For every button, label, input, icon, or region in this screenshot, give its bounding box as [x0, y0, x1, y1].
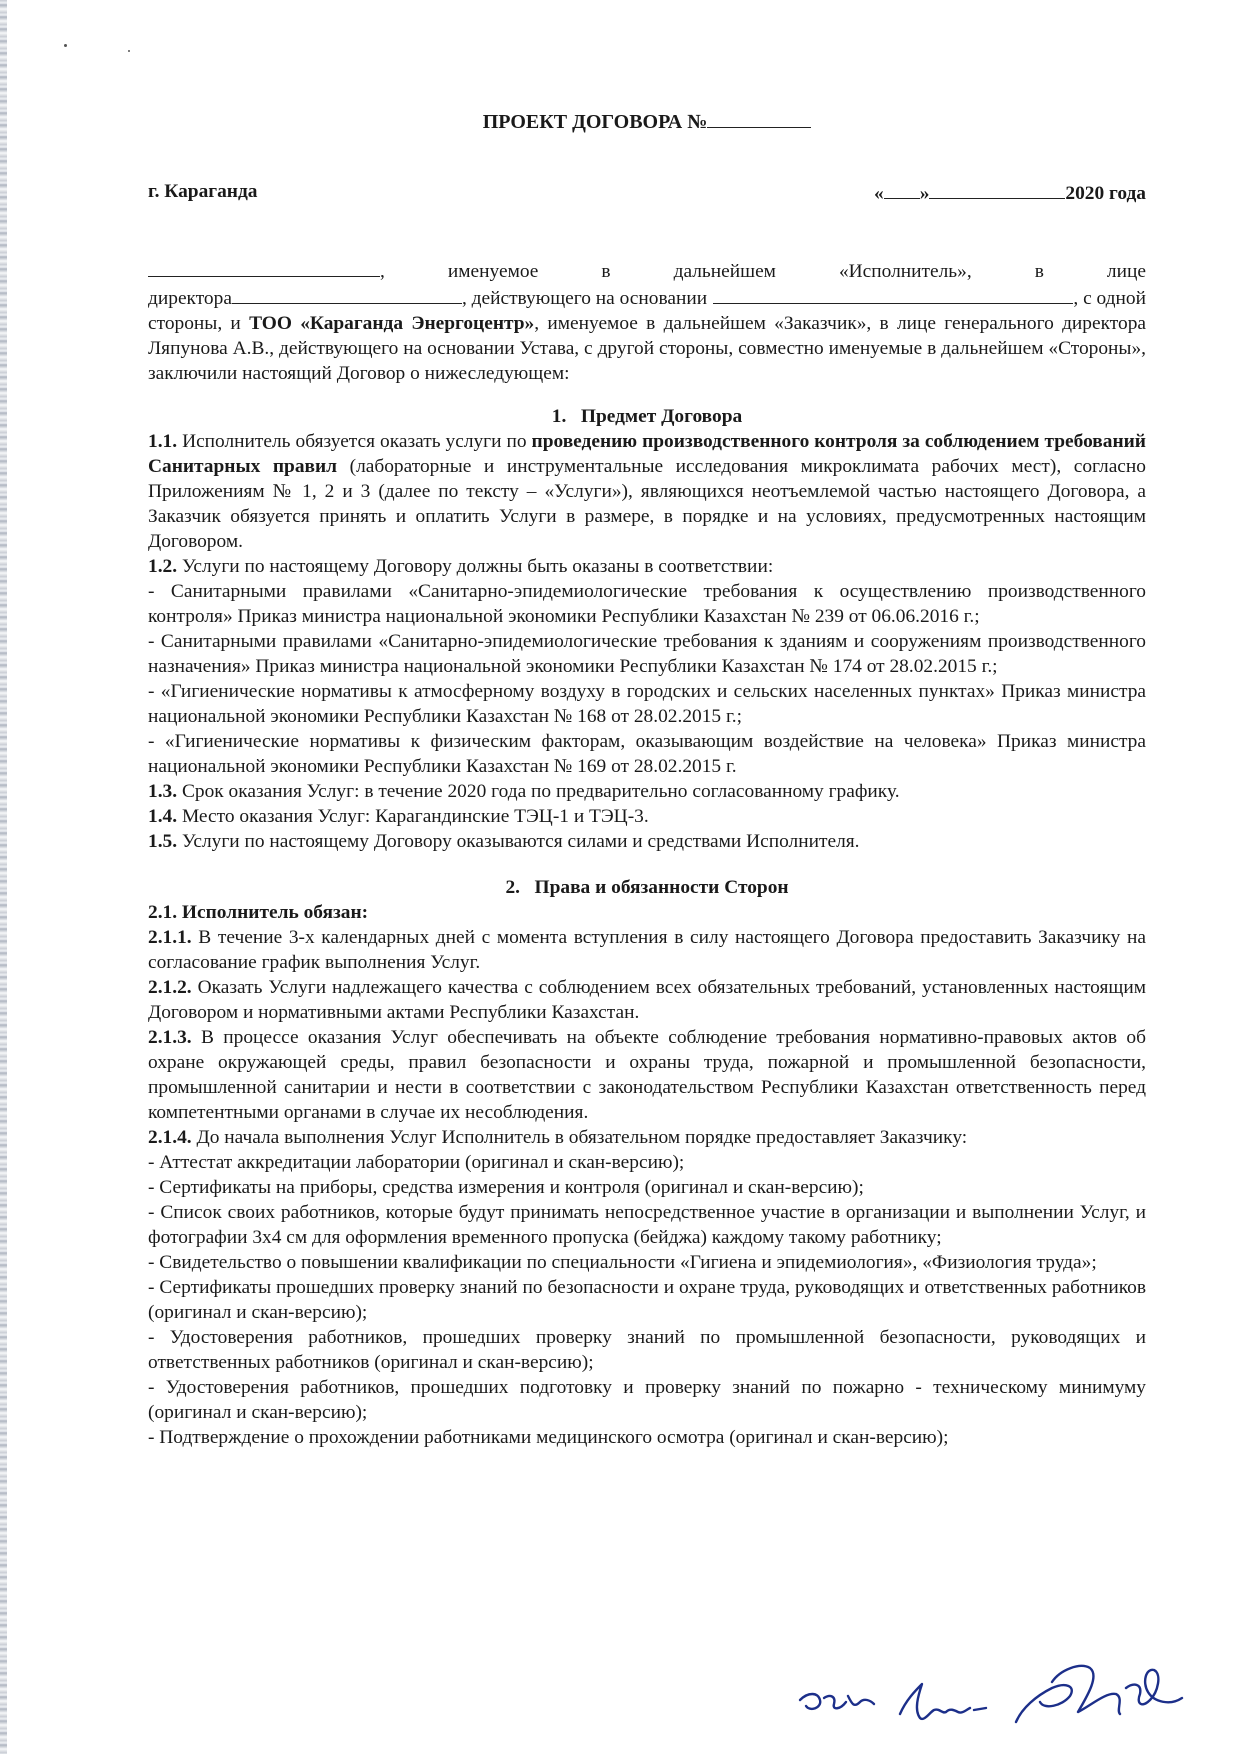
acting-basis-label: , действующего на основании	[461, 288, 708, 309]
clause-text: Оказать Услуги надлежащего качества с соблюдением всех обязательных требований, установленных настоящим Договором и нормативными актами Республики Казахстан.	[148, 977, 1146, 1023]
list-item: - Свидетельство о повышении квалификации по специальности «Гигиена и эпидемиология», «Физиология труда»;	[148, 1252, 1097, 1273]
title-text: ПРОЕКТ ДОГОВОРА №	[482, 111, 708, 133]
preamble-word: дальнейшем	[673, 261, 776, 282]
clause-text: Услуги по настоящему Договору должны быть оказаны в соответствии:	[177, 556, 774, 577]
scan-speck	[64, 44, 67, 47]
executor-name-field: ,	[148, 257, 385, 284]
list-item: - Сертификаты прошедших проверку знаний по безопасности и охране труда, руководящих и ответственных работников (оригинал и скан-версию);	[148, 1277, 1146, 1323]
clause-1-3	[148, 779, 1146, 804]
contract-page	[148, 108, 1146, 1450]
director-label: директора	[148, 288, 232, 309]
clause-2-1-2	[148, 975, 1146, 1025]
clause-number: 2.1.3.	[148, 1027, 192, 1048]
clause-1-1	[148, 429, 1146, 554]
clause-number: 2.1.2.	[148, 977, 192, 998]
clause-text: В процессе оказания Услуг обеспечивать на объекте соблюдение требования нормативно-правовых актов об охране окружающей среды, правил безопасности и охраны труда, пожарной и промышленной безопасности, промышленной санитарии и нести в соответствии с законодательством Республики Казахстан ответственность перед компетентными органами в случае их несоблюдения.	[148, 1027, 1146, 1123]
list-item: - Подтверждение о прохождении работниками медицинского осмотра (оригинал и скан-версию);	[148, 1427, 949, 1448]
date-quote-open: «	[874, 183, 884, 204]
clause-1-5	[148, 829, 1146, 854]
scan-speck	[128, 50, 130, 52]
scan-edge-artifact	[0, 0, 7, 1754]
date-year: 2020 года	[1065, 183, 1146, 204]
document-title	[148, 108, 1146, 135]
preamble-word: «Исполнитель»,	[838, 261, 972, 282]
one-side-label: , с одной	[1073, 288, 1146, 309]
clause-number: 1.5.	[148, 831, 178, 852]
clause-2-1-3	[148, 1025, 1146, 1125]
section-2-heading: 2. Права и обязанности Сторон	[505, 877, 789, 898]
preamble	[148, 257, 1146, 386]
preamble-sides: стороны, и	[148, 313, 250, 334]
list-item: - Санитарными правилами «Санитарно-эпидемиологические требования к зданиям и сооружениям производственного назначения» Приказ министра национальной экономики Республики Казахстан № 174 от 28.02.2015 г.;	[148, 631, 1146, 677]
handwritten-signatures	[790, 1652, 1220, 1752]
date-quote-close: »	[919, 183, 930, 204]
list-item: - Аттестат аккредитации лаборатории (оригинал и скан-версию);	[148, 1152, 685, 1173]
contract-number-blank	[707, 108, 811, 128]
subsection-2-1: 2.1. Исполнитель обязан:	[148, 902, 369, 923]
list-item: - Удостоверения работников, прошедших подготовку и проверку знаний по пожарно - техническому минимуму (оригинал и скан-версию);	[148, 1377, 1146, 1423]
contract-date	[874, 179, 1146, 206]
day-blank	[884, 179, 920, 199]
clause-number: 1.4.	[148, 806, 178, 827]
month-blank	[929, 179, 1065, 199]
clause-text: Услуги по настоящему Договору оказываются силами и средствами Исполнителя.	[177, 831, 860, 852]
preamble-word: именуемое	[447, 261, 539, 282]
director-name-blank	[232, 284, 462, 304]
clause-number: 2.1.1.	[148, 927, 192, 948]
clause-emphasis: проведению производственного контроля за соблюдением требований Санитарных правил	[148, 431, 1146, 477]
clause-2-1-1	[148, 925, 1146, 975]
clause-2-1-4	[148, 1125, 1146, 1150]
signature-2	[900, 1684, 986, 1719]
preamble-word: в	[1034, 261, 1044, 282]
preamble-rest: , именуемое в дальнейшем «Заказчик», в лице генерального директора Ляпунова А.В., действующего на основании Устава, с другой стороны, совместно именуемые в дальнейшем «Стороны», заключили настоящий Договор о нижеследующем:	[148, 313, 1146, 384]
clause-number: 1.3.	[148, 781, 178, 802]
clause-1-2	[148, 554, 1146, 579]
list-item: - Сертификаты на приборы, средства измерения и контроля (оригинал и скан-версию);	[148, 1177, 864, 1198]
clause-1-4	[148, 804, 1146, 829]
basis-blank	[713, 284, 1073, 304]
list-item: - Санитарными правилами «Санитарно-эпидемиологические требования к осуществлению производственного контроля» Приказ министра национальной экономики Республики Казахстан № 239 от 06.06.2016 г.;	[148, 581, 1146, 627]
executor-name-blank	[148, 257, 380, 277]
section-1-heading: 1. Предмет Договора	[551, 406, 743, 427]
list-item: - «Гигиенические нормативы к атмосферному воздуху в городских и сельских населенных пунктах» Приказ министра национальной экономики Республики Казахстан № 168 от 28.02.2015 г.;	[148, 681, 1146, 727]
city-date-line	[148, 179, 1146, 206]
signature-1	[800, 1694, 874, 1709]
clause-text: В течение 3-х календарных дней с момента вступления в силу настоящего Договора предоставить Заказчику на согласование график выполнения Услуг.	[148, 927, 1146, 973]
clause-text: Место оказания Услуг: Карагандинские ТЭЦ-1 и ТЭЦ-3.	[177, 806, 649, 827]
clause-number: 1.1.	[148, 431, 178, 452]
clause-text: Срок оказания Услуг: в течение 2020 года по предварительно согласованному графику.	[177, 781, 900, 802]
preamble-line-1	[148, 257, 1146, 284]
list-item: - Список своих работников, которые будут принимать непосредственное участие в организации и выполнении Услуг, и фотографии 3х4 см для оформления временного пропуска (бейджа) каждому такому работнику;	[148, 1202, 1146, 1248]
preamble-word: в	[601, 261, 611, 282]
preamble-text	[148, 311, 1146, 386]
preamble-line-2	[148, 284, 1146, 311]
city: г. Караганда	[148, 181, 258, 202]
list-item: - «Гигиенические нормативы к физическим факторам, оказывающим воздействие на человека» Приказ министра национальной экономики Республики Казахстан № 169 от 28.02.2015 г.	[148, 731, 1146, 777]
clause-number: 1.2.	[148, 556, 178, 577]
list-item: - Удостоверения работников, прошедших проверку знаний по промышленной безопасности, руководящих и ответственных работников (оригинал и скан-версию);	[148, 1327, 1146, 1373]
customer-name: ТОО «Караганда Энергоцентр»	[249, 313, 535, 334]
preamble-word: лице	[1106, 261, 1146, 282]
clause-text: Исполнитель обязуется оказать услуги по	[177, 431, 532, 452]
clause-text: (лабораторные и инструментальные исследования микроклимата рабочих мест), согласно Приложениям № 1, 2 и 3 (далее по тексту – «Услуги»), являющихся неотъемлемой частью настоящего Договора, а Заказчик обязуется принять и оплатить Услуги в размере, в порядке и на условиях, предусмотренных настоящим Договором.	[148, 456, 1146, 552]
clause-text: До начала выполнения Услуг Исполнитель в обязательном порядке предоставляет Заказчику:	[191, 1127, 968, 1148]
clause-number: 2.1.4.	[148, 1127, 192, 1148]
signature-3	[1016, 1666, 1182, 1722]
